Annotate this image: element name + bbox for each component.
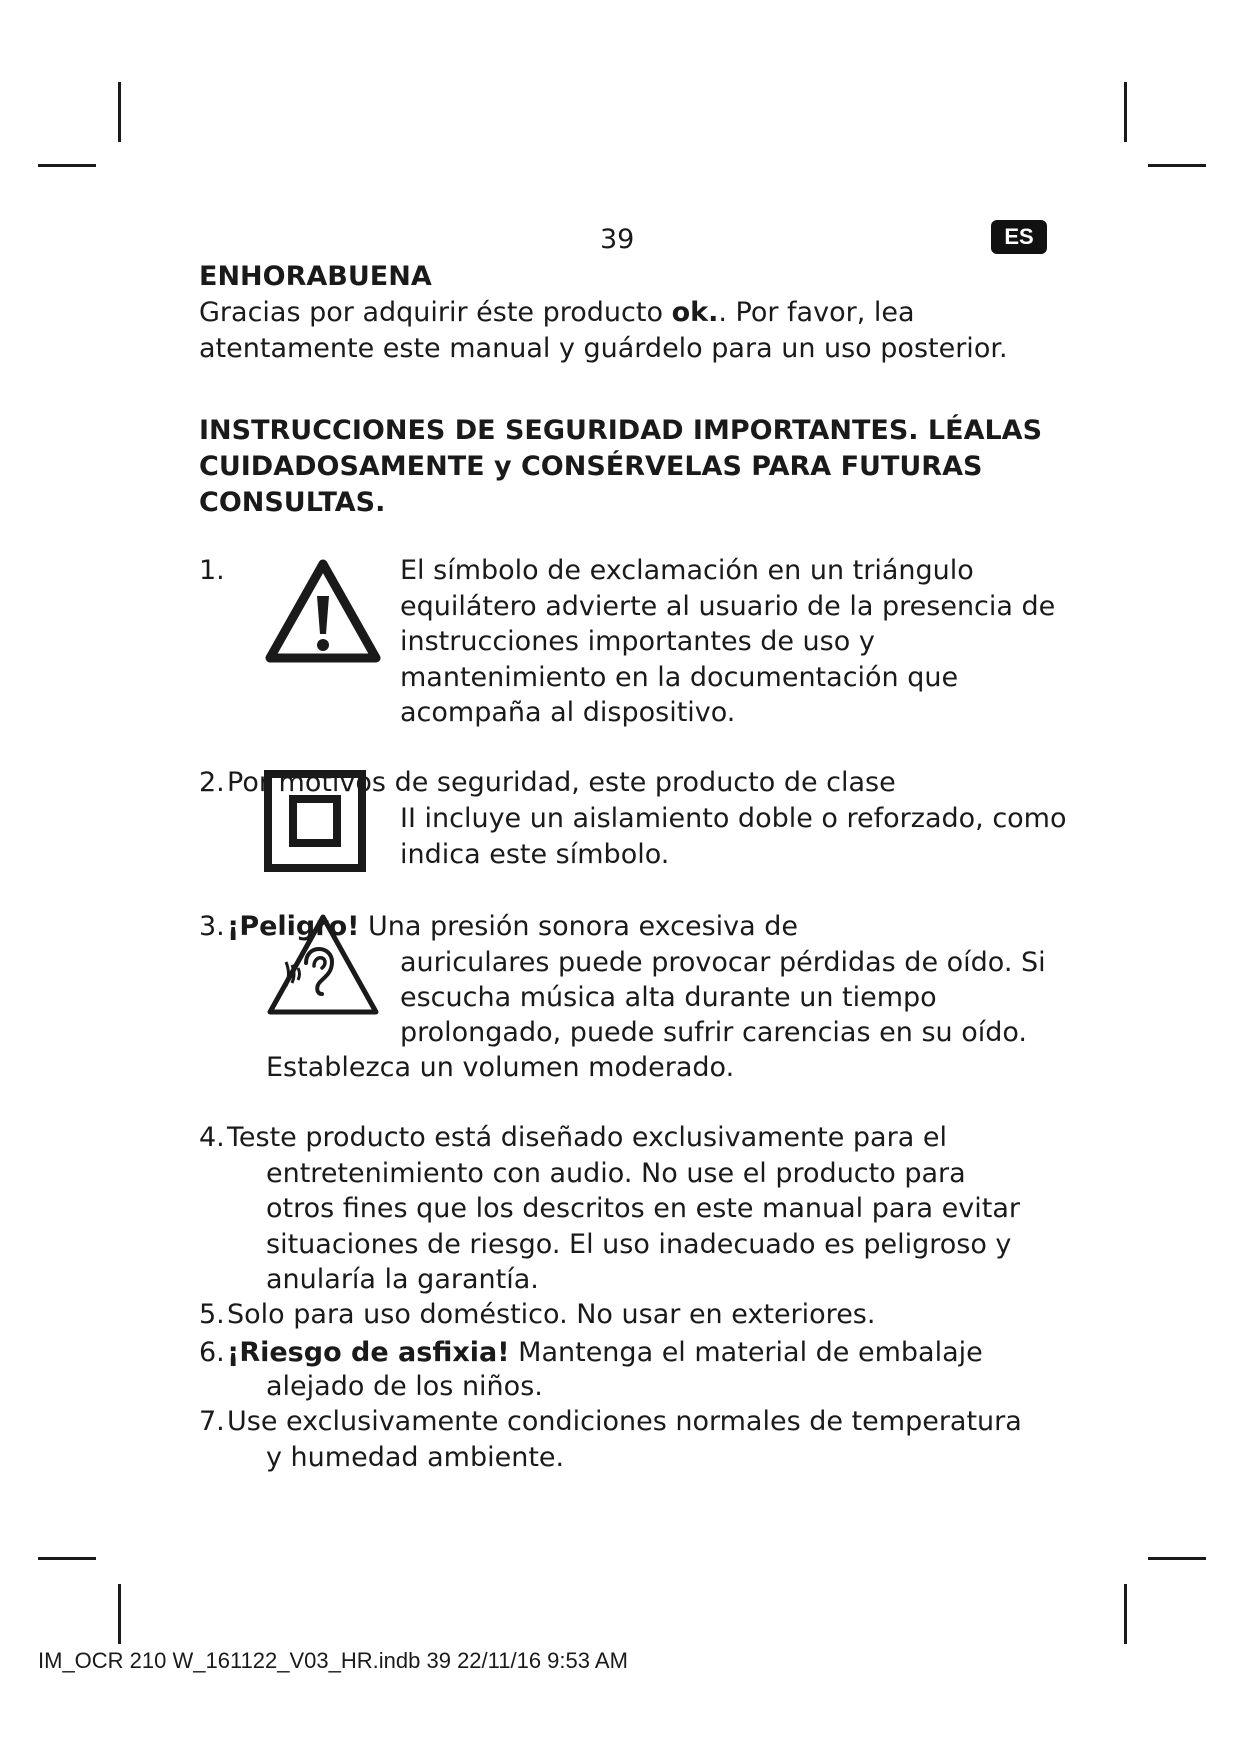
item-number: 7. [199,1406,225,1437]
item-text: otros fines que los descritos en este manual para evitar [266,1193,1020,1224]
item-number: 5. [199,1299,225,1330]
safety-heading-line: CONSULTAS. [199,487,386,518]
crop-mark [1124,1584,1127,1644]
item-number: 2. [199,767,225,798]
safety-heading-line: CUIDADOSAMENTE y CONSÉRVELAS PARA FUTURAS [199,451,983,482]
item-text: mantenimiento en la documentación que [400,662,959,693]
crop-mark [1124,82,1127,142]
item-number: 4. [199,1122,225,1153]
item-text: Mantenga el material de embalaje [509,1337,983,1368]
crop-mark [118,82,121,142]
item-line [227,909,798,944]
item-number: 1. [199,555,225,586]
item-text: indica este símbolo. [400,839,670,870]
crop-mark [1148,1557,1206,1560]
item-line [227,1335,983,1370]
item-text: Use exclusivamente condiciones normales de temperatura [227,1406,1022,1437]
crop-mark [1148,164,1206,167]
intro-text: . Por favor, lea [718,297,915,328]
language-badge: ES [991,220,1047,254]
item-text: Solo para uso doméstico. No usar en exteriores. [227,1299,876,1330]
item-text: acompaña al dispositivo. [400,697,736,728]
item-text: instrucciones importantes de uso y [400,626,875,657]
intro-heading: ENHORABUENA [199,261,432,292]
item-number: 3. [199,911,225,942]
item-text: Por motivos de seguridad, este producto de clase [227,767,896,798]
item-text: II incluye un aislamiento doble o reforzado, como [400,803,1067,834]
danger-label: ¡Riesgo de asfixia! [227,1337,510,1368]
warning-triangle-icon [264,558,382,666]
intro-line-1 [199,295,915,330]
item-text: escucha música alta durante un tiempo [400,982,937,1013]
item-text: anularía la garantía. [266,1264,539,1295]
item-text: auriculares puede provocar pérdidas de oído. Si [400,947,1046,978]
brand-name: ok. [671,297,719,328]
danger-label: ¡Peligro! [227,911,360,942]
intro-text: Gracias por adquirir éste producto [199,297,672,328]
item-text: Una presión sonora excesiva de [359,911,799,942]
crop-mark [38,164,96,167]
print-slug: IM_OCR 210 W_161122_V03_HR.indb 39 22/11/16 9:53 AM [38,1648,628,1673]
intro-line-2: atentamente este manual y guárdelo para un uso posterior. [199,333,1008,364]
crop-mark [118,1584,121,1644]
item-text: Teste producto está diseñado exclusivamente para el [227,1122,947,1153]
crop-mark [38,1557,96,1560]
item-text: equilátero advierte al usuario de la presencia de [400,591,1056,622]
item-text: prolongado, puede sufrir carencias en su oído. [400,1017,1027,1048]
item-text: Establezca un volumen moderado. [266,1052,735,1083]
item-text: El símbolo de exclamación en un triángulo [400,555,974,586]
page-number: 39 [600,224,635,255]
item-text: y humedad ambiente. [266,1442,565,1473]
safety-heading-line: INSTRUCCIONES DE SEGURIDAD IMPORTANTES. LÉALAS [199,415,1043,446]
item-number: 6. [199,1337,225,1368]
item-text: entretenimiento con audio. No use el producto para [266,1158,966,1189]
item-text: situaciones de riesgo. El uso inadecuado es peligroso y [266,1229,1012,1260]
item-text: alejado de los niños. [266,1371,543,1402]
